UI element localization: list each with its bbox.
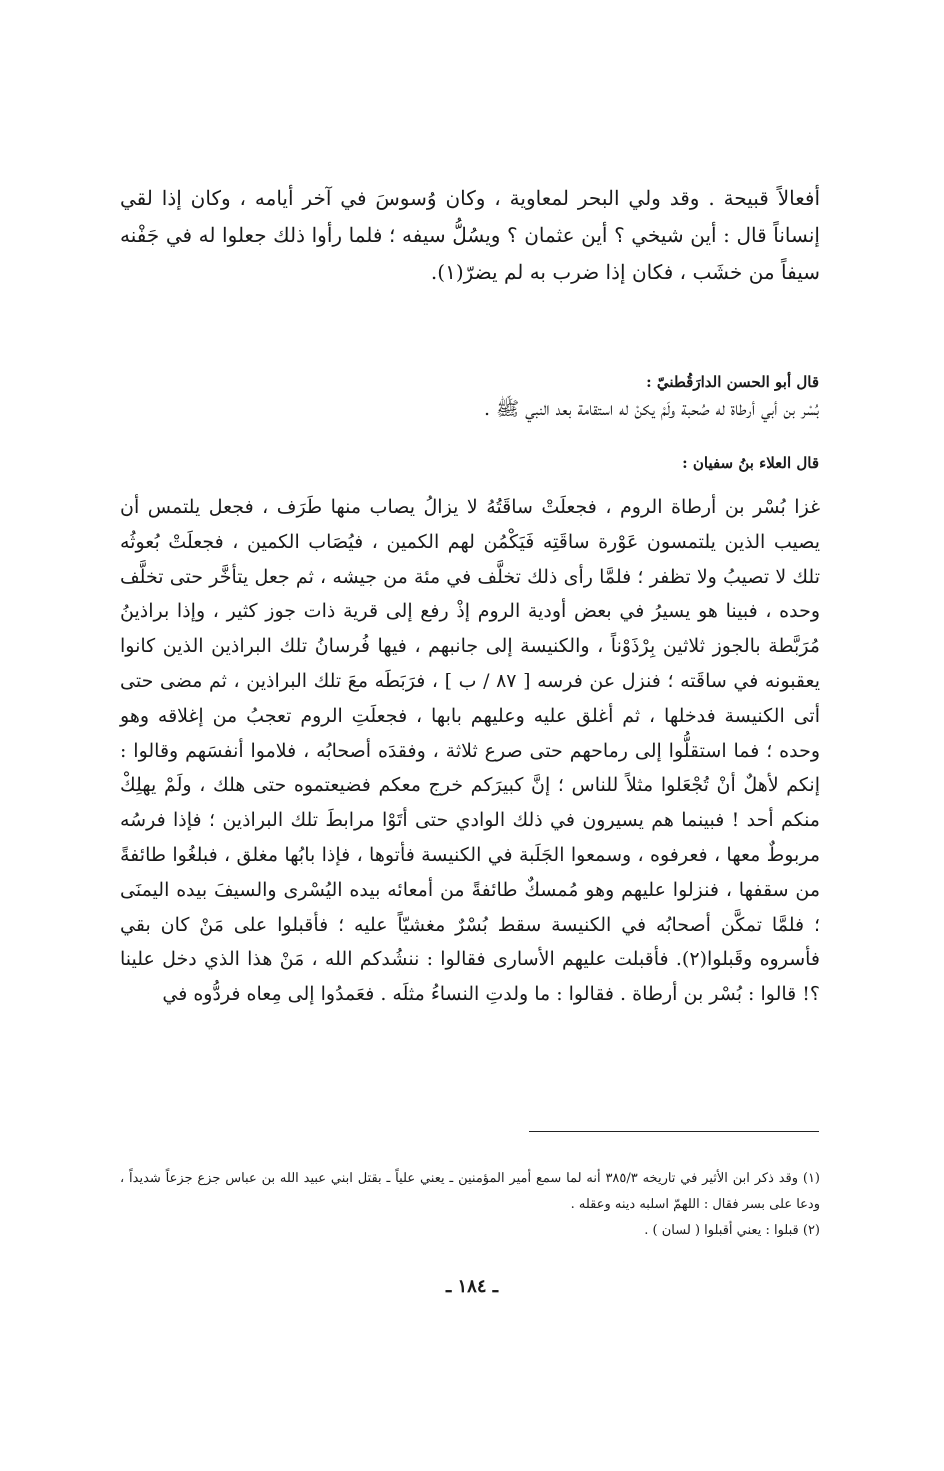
top-paragraph: أفعالاً قبيحة . وقد ولي البحر لمعاوية ، وكان وُسوسَ في آخر أيامه ، وكان إذا لقي إنساناً قال : أين شيخي ؟ أين عثمان ؟ ويسُلُّ سيفه ؛ فلما رأوا ذلك جعلوا له في جَفْنه سيفاً من خشَب ، فكان إذا ضرب به لم يضرّ(١). bbox=[120, 186, 820, 284]
footnote-2: (٢) قبلوا : يعني أقبلوا ( لسان ) . bbox=[644, 1223, 820, 1238]
main-paragraph: غزا بُسْر بن أرطاة الروم ، فجعلَتْ ساقَتُهُ لا يزالُ يصاب منها طَرَف ، فجعل يلتمس أن يصيب الذين يلتمسون عَوْرة ساقَتِه فَيَكْمُن لهم الكمين ، فيُصَاب الكمين ، فجعلَتْ بُعوثُه تلك لا تصيبُ ولا تظفر ؛ فلمَّا رأى ذلك تخلَّف في مئة من جيشه ، ثم جعل يتأخَّر حتى تخلَّف وحده ، فبينا هو يسيرُ في بعض أودية الروم إذْ رفع إلى قرية ذات جوز كثير ، وإذا براذينُ مُرَبَّطة بالجوز ثلاثين بِرْذَوْناً ، والكنيسة إلى جانبهم ، فيها فُرسانُ تلك البراذين الذين كانوا يعقبونه في ساقَته ؛ فنزل عن فرسه [ ٨٧ / ب ] ، فرَبَطَه معَ تلك البراذين ، ثم مضى حتى أتى الكنيسة فدخلها ، ثم أغلق عليه وعليهم بابها ، فجعلَتِ الروم تعجبُ من إغلاقه وهو وحده ؛ فما استقلُّوا إلى رماحهم حتى صرع ثلاثة ، وفقدَه أصحابُه ، فلاموا أنفسَهم وقالوا : إنكم لأهلٌ أنْ تُجْعَلوا مثلاً للناس ؛ إنَّ كبيرَكم خرج معكم فضيعتموه حتى هلك ، ولَمْ يهلِكْ منكم أحد ! فبينما هم يسيرون في ذلك الوادي حتى أتَوْا مرابطَ تلك البراذين ؛ فإذا فرسُه مربوطٌ معها ، فعرفوه ، وسمعوا الجَلَبة في الكنيسة فأتوها ، فإذا بابُها مغلق ، فبلغُوا طائفةً من سقفها ، فنزلوا عليهم وهو مُمسكٌ طائفةً من أمعائه بيده اليُسْرى والسيفَ بيده اليمنَى ؛ فلمَّا تمكَّن أصحابُه في الكنيسة سقط بُسْرٌ مغشيّاً عليه ؛ فأقبلوا على مَنْ كان بقي فأسروه وقَبلوا(٢). فأقبلت عليهم الأسارى فقالوا : ننشُدكم الله ، مَنْ هذا الذي دخل علينا ؟! قالوا : بُسْر بن أرطاة . فقالوا : ما ولدتِ النساءُ مثلَه . فعَمدُوا إلى مِعاه فردُّوه في bbox=[120, 496, 821, 1006]
footnote-divider bbox=[529, 1131, 819, 1132]
attribution-daraqutni: قال أبو الحسن الدارَقُطنيّ : bbox=[646, 373, 819, 391]
page-number: ـ ١٨٤ ـ bbox=[445, 1276, 499, 1297]
attribution-alaa: قال العلاء بنُ سفيان : bbox=[682, 454, 819, 472]
footnotes bbox=[120, 1166, 820, 1244]
quote-daraqutni: بُسْر بن أبي أرطاة له صُحبة ولَمْ يكنْ له استقامة بعد النبي ﷺ . bbox=[484, 398, 819, 420]
footnote-1: (١) وقد ذكر ابن الأثير في تاريخه ٣٨٥/٣ أنه لما سمع أمير المؤمنين ـ يعني علياً ـ بقتل ابني عبيد الله بن عباس جزع جزعاً شديداً ، ودعا على بسر فقال : اللهمّ اسلبه دينه وعقله . bbox=[120, 1171, 820, 1212]
